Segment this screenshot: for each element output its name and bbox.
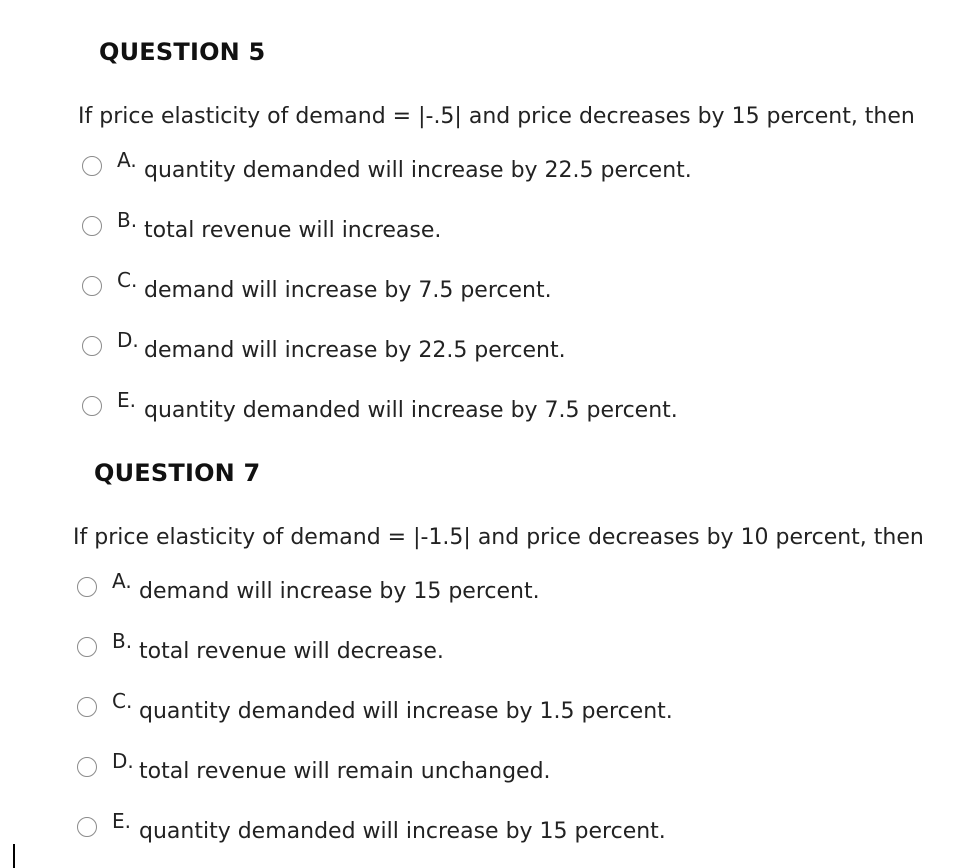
answer-option-c[interactable] [82, 268, 942, 314]
radio-button[interactable] [77, 817, 97, 837]
radio-button[interactable] [82, 216, 102, 236]
option-letter: A. [117, 148, 137, 172]
question-title: QUESTION 5 [99, 38, 266, 66]
option-letter: C. [112, 689, 133, 713]
option-letter: A. [112, 569, 132, 593]
question-title: QUESTION 7 [94, 459, 261, 487]
answer-option-d[interactable] [82, 328, 942, 374]
option-letter: E. [112, 809, 131, 833]
question-stem: If price elasticity of demand = |-.5| and price decreases by 15 percent, then [78, 104, 915, 129]
radio-button[interactable] [82, 156, 102, 176]
option-text: quantity demanded will increase by 7.5 percent. [144, 398, 678, 423]
question-stem: If price elasticity of demand = |-1.5| and price decreases by 10 percent, then [73, 525, 924, 550]
radio-button[interactable] [82, 336, 102, 356]
answer-option-e[interactable] [82, 388, 942, 434]
option-text: quantity demanded will increase by 1.5 percent. [139, 699, 673, 724]
option-text: total revenue will remain unchanged. [139, 759, 551, 784]
radio-button[interactable] [77, 637, 97, 657]
option-text: total revenue will decrease. [139, 639, 444, 664]
option-letter: C. [117, 268, 138, 292]
radio-button[interactable] [77, 757, 97, 777]
option-text: total revenue will increase. [144, 218, 442, 243]
option-text: quantity demanded will increase by 15 percent. [139, 819, 666, 844]
answer-option-c[interactable] [77, 689, 937, 735]
answer-option-b[interactable] [77, 629, 937, 675]
answer-option-e[interactable] [77, 809, 937, 855]
answer-option-b[interactable] [82, 208, 942, 254]
option-text: quantity demanded will increase by 22.5 percent. [144, 158, 692, 183]
option-letter: D. [112, 749, 134, 773]
radio-button[interactable] [77, 577, 97, 597]
text-cursor [13, 844, 15, 868]
answer-option-a[interactable] [82, 148, 942, 194]
option-text: demand will increase by 15 percent. [139, 579, 540, 604]
option-letter: D. [117, 328, 139, 352]
answer-option-d[interactable] [77, 749, 937, 795]
option-text: demand will increase by 22.5 percent. [144, 338, 566, 363]
radio-button[interactable] [82, 276, 102, 296]
option-letter: B. [112, 629, 133, 653]
option-text: demand will increase by 7.5 percent. [144, 278, 552, 303]
option-letter: B. [117, 208, 138, 232]
radio-button[interactable] [77, 697, 97, 717]
option-letter: E. [117, 388, 136, 412]
radio-button[interactable] [82, 396, 102, 416]
answer-option-a[interactable] [77, 569, 937, 615]
